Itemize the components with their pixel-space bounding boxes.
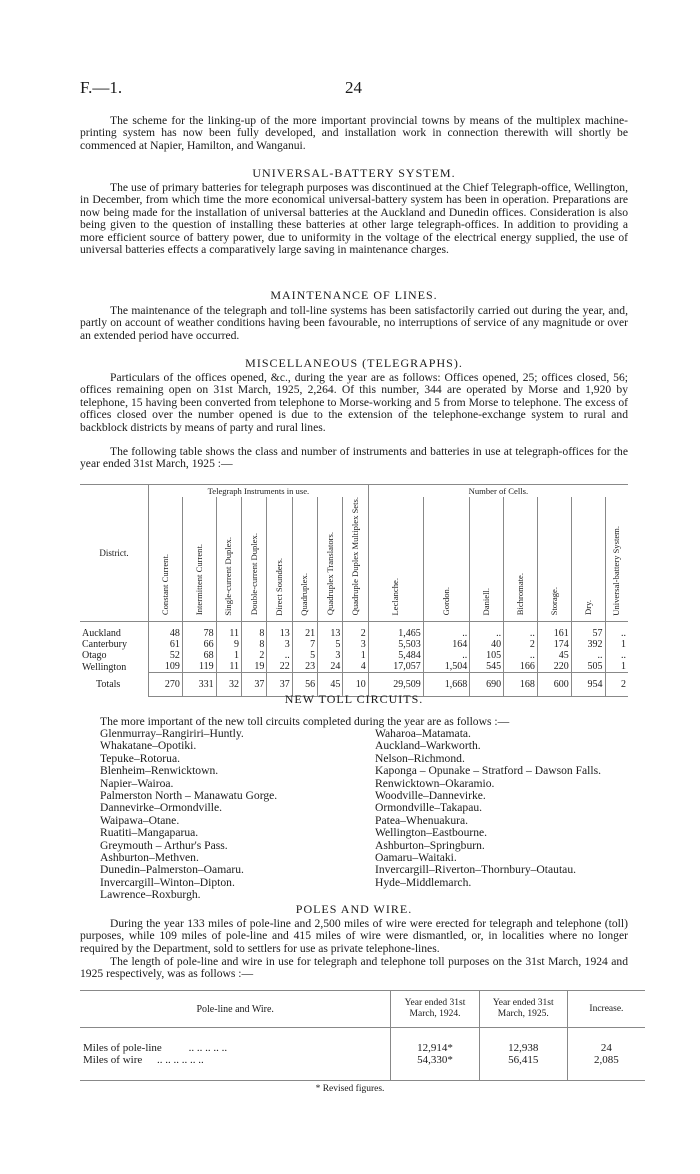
column-header-text: Bichromate. [514,573,525,616]
document-reference: F.—1. [80,78,123,97]
toll-list-right [375,728,665,889]
value-cell: 161 [537,622,571,640]
toll-circuit-item: Greymouth – Arthur's Pass. [100,838,228,852]
toll-circuit-item: Nelson–Richmond. [375,751,465,765]
instruments-group-header: Telegraph Instruments in use. [149,485,369,498]
toll-circuit-item: Ruatiti–Mangaparua. [100,826,199,840]
column-header [571,497,605,622]
value-cell: 22 [267,661,292,673]
value-cell: 1 [605,639,628,650]
column-header [216,497,241,622]
value-cell: 11 [216,661,241,673]
total-cell: 56 [292,673,317,697]
toll-circuit-item: Wellington–Eastbourne. [375,826,488,840]
column-header-text: Double-current Duplex. [248,533,259,616]
column-header [292,497,317,622]
toll-circuit-item: Waipawa–Otane. [100,813,180,827]
toll-intro: The more important of the new toll circuits completed during the year are as follows :— [100,715,510,728]
value-cell: 4 [343,661,368,673]
value-cell: 3 [343,639,368,650]
column-header-text: Gordon. [441,586,451,616]
total-cell: 270 [149,673,183,697]
value-cell: 21 [292,622,317,640]
column-header [241,497,266,622]
instruments-table [80,484,628,697]
district-header: District. [80,485,149,622]
value-cell: .. [605,622,628,640]
total-cell: 2 [605,673,628,697]
instruments-table-body [80,622,628,697]
toll-circuit-item: Renwicktown–Okaramio. [375,776,495,790]
value-cell: 9 [216,639,241,650]
column-header [423,497,470,622]
wire-row-label [80,1054,391,1066]
toll-circuit-item: Kaponga – Opunake – Stratford – Dawson Falls. [375,764,602,778]
total-cell: 32 [216,673,241,697]
value-cell: .. [267,650,292,661]
total-cell: 168 [504,673,538,697]
paragraph-text: The maintenance of the telegraph and toll-line systems has been satisfactorily carried out during the year, and, partly on account of weather conditions having been favourable, no interruptions of service of any magnitude or over an extended period have occurred. [80,304,628,342]
cells-group-header: Number of Cells. [368,485,628,498]
value-cell: 5,503 [368,639,423,650]
row-label: Miles of pole-line [83,1042,162,1054]
value-cell: 220 [537,661,571,673]
value-cell: 2 [241,650,266,661]
row-label: Miles of wire [83,1054,143,1066]
value-1924: 12,914* [391,1042,479,1054]
table-row [80,650,628,661]
value-cell: 45 [537,650,571,661]
value-cell: 174 [537,639,571,650]
table-row [80,1054,645,1066]
value-cell: .. [423,650,470,661]
value-cell: 119 [182,661,216,673]
toll-circuit-item: Ashburton–Springburn. [375,838,485,852]
value-cell: 52 [149,650,183,661]
value-cell: 1 [343,650,368,661]
pole-header-increase: Increase. [567,991,645,1028]
district-cell: Auckland [82,628,121,640]
value-cell: .. [571,650,605,661]
value-cell: 5 [318,639,343,650]
heading-universal-battery: UNIVERSAL-BATTERY SYSTEM. [252,166,456,180]
column-header-text: Quadruple Duplex Multiplex Sets. [350,497,361,616]
value-cell: 1,465 [368,622,423,640]
value-cell: 5,484 [368,650,423,661]
table-row [80,661,628,673]
paragraph-text: The following table shows the class and number of instruments and batteries in use at telegraph-offices for the year ended 31st March, 1925 :— [80,445,628,471]
value-cell: 23 [292,661,317,673]
footnote: * Revised figures. [315,1084,385,1094]
value-cell: 19 [241,661,266,673]
toll-list-left [100,728,360,901]
paragraph-text: The use of primary batteries for telegraph purposes was discontinued at the Chief Telegraph-office, Wellington, in December, from which time the more economical universal-battery system has been in operation. Preparations are now being made for the installation of universal batteries at the Auckland and Dunedin offices. Consideration is also being given to the question of installing these batteries at other large telegraph-offices. In addition to providing a more efficient source of battery power, due to uniformity in the voltage of the electrical energy supplied, the use of universal batteries effects a comparatively large saving in maintenance charges. [80,181,628,257]
pole-header-1924: Year ended 31st March, 1924. [391,991,479,1028]
value-cell: 3 [267,639,292,650]
toll-circuit-item: Glenmurray–Rangiriri–Huntly. [100,727,244,740]
paragraph-text: Particulars of the offices opened, &c., during the year are as follows: Offices opened, 25; offices closed, 56; offices remaining open on 31st March, 1925, 2,264. Of this number, 344 are operated by Morse and 1,920 by telephone, 15 having been converted from telephone to Morse-working and 5 from Morse to telephone. The excess of offices closed over the number opened is due to the extension of the telephone-exchange system to rural and backblock districts by means of party and rural lines. [80,371,628,434]
toll-circuit-item: Lawrence–Roxburgh. [100,888,201,902]
paragraph-poles-intro [80,956,628,981]
toll-circuit-item: Invercargill–Winton–Dipton. [100,875,235,889]
toll-circuit-item: Dunedin–Palmerston–Oamaru. [100,863,244,877]
table-row [80,622,628,640]
column-header-text: Dry. [582,600,593,616]
toll-circuit-item: Oamaru–Waitaki. [375,850,457,864]
column-header [504,497,538,622]
value-cell: .. [504,650,538,661]
table-row [80,639,628,650]
leader-dots: .. .. .. .. .. .. [157,1054,204,1066]
value-cell: 1 [605,661,628,673]
paragraph-offices [80,372,628,434]
column-header [318,497,343,622]
toll-circuit-item: Hyde–Middlemarch. [375,875,472,889]
value-cell: 3 [318,650,343,661]
heading-poles-and-wire: POLES AND WIRE. [295,902,413,916]
toll-circuit-item: Whakatane–Opotiki. [100,739,197,753]
value-cell: .. [423,622,470,640]
total-cell: 331 [182,673,216,697]
district-cell: Otago [82,650,107,662]
value-cell: 1 [216,650,241,661]
toll-circuit-item: Auckland–Warkworth. [375,739,481,753]
column-header [343,497,368,622]
paragraph-text: During the year 133 miles of pole-line and 2,500 miles of wire were erected for telegraph and telephone (toll) purposes, while 109 miles of pole-line and 415 miles of wire were dismantled, or, in localities where no longer required by the Department, sold to settlers for use as private telephone-lines. [80,917,628,955]
pole-line-table [80,990,645,1081]
value-cell: 24 [318,661,343,673]
value-cell: 68 [182,650,216,661]
district-cell: Wellington [82,661,127,673]
toll-circuit-item: Patea–Whenuakura. [375,813,469,827]
column-header [470,497,504,622]
paragraph-multiplex [80,115,628,152]
value-cell: 166 [504,661,538,673]
value-cell: 8 [241,639,266,650]
column-header [182,497,216,622]
toll-circuit-item: Blenheim–Renwicktown. [100,764,219,778]
toll-circuit-item: Tepuke–Rotorua. [100,751,181,765]
pole-header-1925: Year ended 31st March, 1925. [479,991,567,1028]
value-1925: 56,415 [479,1054,567,1066]
heading-miscellaneous: MISCELLANEOUS (TELEGRAPHS). [245,356,463,370]
column-header-text: Leclanche. [390,577,401,616]
column-header-text: Universal-battery System. [611,525,622,616]
column-header-text: Intermittent Current. [193,544,204,616]
toll-circuit-item: Woodville–Dannevirke. [375,788,486,802]
value-cell: 5 [292,650,317,661]
total-cell: 45 [318,673,343,697]
total-cell: 1,668 [423,673,470,697]
column-header-text: Direct Sounders. [274,557,285,616]
value-increase: 24 [567,1042,645,1054]
column-header-text: Constant Current. [159,554,170,616]
toll-circuit-item: Dannevirke–Ormondville. [100,801,223,815]
value-cell: 48 [149,622,183,640]
total-cell: 954 [571,673,605,697]
value-cell: 109 [149,661,183,673]
toll-circuit-item: Invercargill–Riverton–Thornbury–Otautau. [375,863,577,877]
page-number: 24 [345,78,362,97]
total-cell: 600 [537,673,571,697]
paragraph-maintenance [80,305,628,342]
value-increase: 2,085 [567,1054,645,1066]
value-cell: 105 [470,650,504,661]
toll-circuit-item: Ashburton–Methven. [100,850,199,864]
toll-circuit-item: Napier–Wairoa. [100,776,174,790]
leader-dots: .. .. .. .. .. [188,1042,228,1054]
column-header-text: Single-current Duplex. [223,536,234,616]
total-cell: 37 [241,673,266,697]
paragraph-battery [80,182,628,256]
value-cell: 66 [182,639,216,650]
value-cell: .. [605,650,628,661]
column-header-text: Storage. [548,586,559,616]
value-cell: 11 [216,622,241,640]
value-cell: 2 [343,622,368,640]
heading-maintenance: MAINTENANCE OF LINES. [270,288,438,302]
value-cell: 164 [423,639,470,650]
value-cell: 13 [318,622,343,640]
paragraph-table-intro [80,446,628,471]
value-cell: 40 [470,639,504,650]
value-cell: 505 [571,661,605,673]
total-cell: 690 [470,673,504,697]
column-header [605,497,628,622]
toll-circuits [80,715,650,902]
value-cell: 13 [267,622,292,640]
pole-row-label [80,1042,391,1054]
value-cell: 78 [182,622,216,640]
value-cell: 57 [571,622,605,640]
column-header-text: Daniell. [481,587,492,616]
table-row [80,1042,645,1054]
value-cell: 8 [241,622,266,640]
paragraph-text: The scheme for the linking-up of the more important provincial towns by means of the multiplex machine-printing system has now been fully developed, and installation work in connection therewith will shortly be commenced at Napier, Hamilton, and Wanganui. [80,114,628,152]
value-cell: 392 [571,639,605,650]
pole-header-label: Pole-line and Wire. [196,1003,274,1015]
value-cell: 61 [149,639,183,650]
column-header [149,497,183,622]
column-header-text: Quadruplex Translators. [324,532,335,616]
paragraph-poles [80,918,628,955]
column-header-text: Quadruplex. [299,572,310,616]
total-cell: 10 [343,673,368,697]
totals-label: Totals [96,679,121,691]
column-header [368,497,423,622]
value-1925: 12,938 [479,1042,567,1054]
toll-circuit-item: Waharoa–Matamata. [375,727,471,740]
value-cell: 7 [292,639,317,650]
toll-circuit-item: Palmerston North – Manawatu Gorge. [100,788,278,802]
value-1924: 54,330* [391,1054,479,1066]
toll-circuit-item: Ormondville–Takapau. [375,801,483,815]
value-cell: 545 [470,661,504,673]
total-cell: 29,509 [368,673,423,697]
value-cell: 2 [504,639,538,650]
column-header [267,497,292,622]
value-cell: 17,057 [368,661,423,673]
paragraph-text: The length of pole-line and wire in use for telegraph and telephone toll purposes on the 31st March, 1924 and 1925 respectively, was as follows :— [80,955,628,981]
total-cell: 37 [267,673,292,697]
value-cell: 1,504 [423,661,470,673]
value-cell: .. [504,622,538,640]
column-header [537,497,571,622]
district-cell: Canterbury [82,639,127,651]
heading-new-toll-circuits: NEW TOLL CIRCUITS. [284,692,424,706]
value-cell: .. [470,622,504,640]
